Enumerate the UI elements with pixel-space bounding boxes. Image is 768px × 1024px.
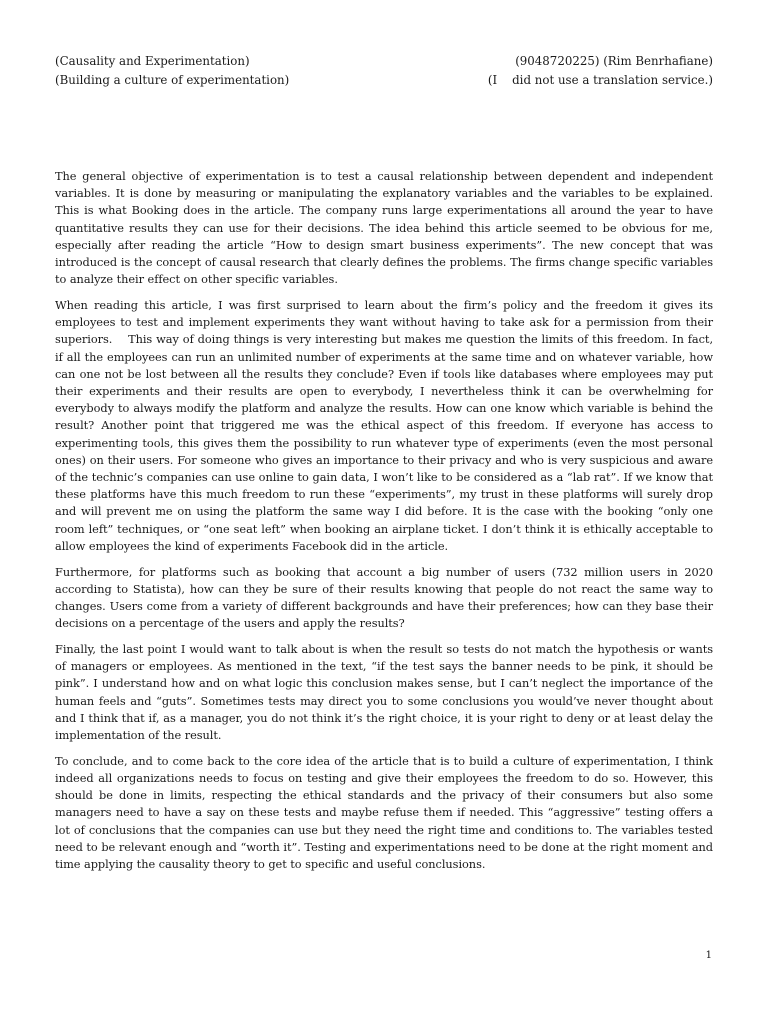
header-row-1 [55, 52, 713, 71]
paragraph: Furthermore, for platforms such as booking that account a big number of users (732 million users in 2020 according to Statista), how can they be sure of their results knowing that people do not react the same way to changes. Users come from a variety of different backgrounds and have their preferences; how can they base their decisions on a percentage of the users and apply the results? [55, 564, 717, 631]
assignment-title: (Building a culture of experimentation) [55, 73, 290, 87]
student-id-and-name: (9048720225) (Rim Benrhafiane) [515, 54, 713, 68]
translation-statement: (I did not use a translation service.) [487, 73, 713, 87]
document-body [55, 168, 717, 882]
paragraph: Finally, the last point I would want to talk about is when the result so tests do not match the hypothesis or wants of managers or employees. As mentioned in the text, “if the test says the banner needs to be pink, it should be pink”. I understand how and on what logic this conclusion makes sense, but I can’t neglect the importance of the human feels and “guts”. Sometimes tests may direct you to some conclusions you would’ve never thought about and I think that if, as a manager, you do not think it’s the right choice, it is your right to deny or at least delay the implementation of the result. [55, 642, 717, 743]
header-row-2 [55, 71, 713, 90]
page-number: 1 [705, 950, 712, 961]
document-header [55, 52, 713, 90]
paragraph: When reading this article, I was first surprised to learn about the firm’s policy and the freedom it gives its employees to test and implement experiments they want without having to take ask for a permission from their superiors. This way of doing things is very interesting but makes me question the limits of this freedom. In fact, if all the employees can run an unlimited number of experiments at the same time and on whatever variable, how can one not be lost between all the results they conclude? Even if tools like databases where employees may put their experiments and their results are open to everybody, I nevertheless think it can be overwhelming for everybody to always modify the platform and analyze the results. How can one know which variable is behind the result? Another point that triggered me was the ethical aspect of this freedom. If everyone has access to experimenting tools, this gives them the possibility to run whatever type of experiments (even the most personal ones) on their users. For someone who gives an importance to their privacy and who is very suspicious and aware of the technic’s companies can use online to gain data, I won’t like to be considered as a “lab rat”. If we know that these platforms have this much freedom to run these “experiments”, my trust in these platforms will surely drop and will prevent me on using the platform the same way I did before. It is the case with the booking “only one room left” techniques, or “one seat left” when booking an airplane ticket. I don’t think it is ethically acceptable to allow employees the kind of experiments Facebook did in the article. [55, 298, 717, 553]
paragraph: To conclude, and to come back to the core idea of the article that is to build a culture of experimentation, I think indeed all organizations needs to focus on testing and give their employees the freedom to do so. However, this should be done in limits, respecting the ethical standards and the privacy of their consumers but also some managers need to have a say on these tests and maybe refuse them if needed. This “aggressive” testing offers a lot of conclusions that the companies can use but they need the right time and conditions to. The variables tested need to be relevant enough and “worth it”. Testing and experimentations need to be done at the right moment and time applying the causality theory to get to specific and useful conclusions. [55, 753, 717, 872]
paragraph: The general objective of experimentation is to test a causal relationship between dependent and independent variables. It is done by measuring or manipulating the explanatory variables and the variables to be explained. This is what Booking does in the article. The company runs large experimentations all around the year to have quantitative results they can use for their decisions. The idea behind this article seemed to be obvious for me, especially after reading the article “How to design smart business experiments”. The new concept that was introduced is the concept of causal research that clearly defines the problems. The firms change specific variables to analyze their effect on other specific variables. [55, 169, 717, 287]
course-title: (Causality and Experimentation) [55, 54, 250, 68]
